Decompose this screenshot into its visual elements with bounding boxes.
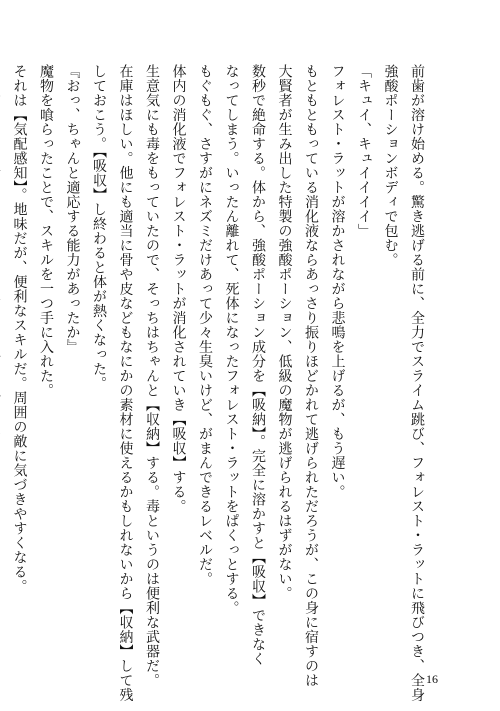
text-line: しておこう。【吸収】し終わると体が熱くなった。: [91, 64, 107, 391]
text-line: もぐもぐ、さすがにネズミだけあって少々生臭いけど、がまんできるレベルだ。: [197, 64, 213, 586]
text-line: 『おっ、ちゃんと適応する能力があったか』: [64, 64, 81, 354]
text-line: 「キュイ、キュイイイイ」: [356, 64, 372, 238]
text-line: それは【気配感知】。地味だが、便利なスキルだ。周囲の敵に気づきやすくなる。: [11, 64, 28, 594]
text-line: 在庫はほしい。他にも適当に骨や皮などもなにかの素材に使えるかもしれないから【収納】して残: [117, 64, 134, 702]
text-line: 数秒で絶命する。体から、強酸ポーション成分を【吸納】。完全に溶かすと【吸収】できなく: [250, 64, 266, 666]
body-text: [0, 64, 430, 702]
text-line: 強酸ポーションボディで包む。: [382, 64, 399, 267]
text-line: 大賢者が生み出した特製の強酸ポーション、低級の魔物が逃げられるはずがない。: [276, 64, 293, 601]
text-line: 生意気にも毒をもっていたので、そっちはちゃんと【収納】する。毒というのは便利な武器だ。: [144, 64, 160, 688]
text-line: 魔物を喰らったことで、スキルを一つ手に入れた。: [38, 64, 54, 398]
text-line: 前歯が溶け始める。驚き逃げる前に、全力でスライム跳び、フォレスト・ラットに飛びつき、全身: [409, 64, 425, 702]
text-line: 体内の消化液でフォレスト・ラットが消化されていき【吸収】する。: [170, 64, 187, 514]
text-line: フォレスト・ラットが溶かされながら悲鳴を上げるが、もう遅い。: [329, 64, 346, 499]
text-line: なってしまう。いったん離れて、死体になったフォレスト・ラットをぱくっとする。: [223, 64, 240, 615]
text-line: もともともっている消化液ならあっさり振りほどかれて逃げられただろうが、この身に宿すのは: [303, 64, 319, 688]
page-number: 16: [426, 672, 438, 686]
